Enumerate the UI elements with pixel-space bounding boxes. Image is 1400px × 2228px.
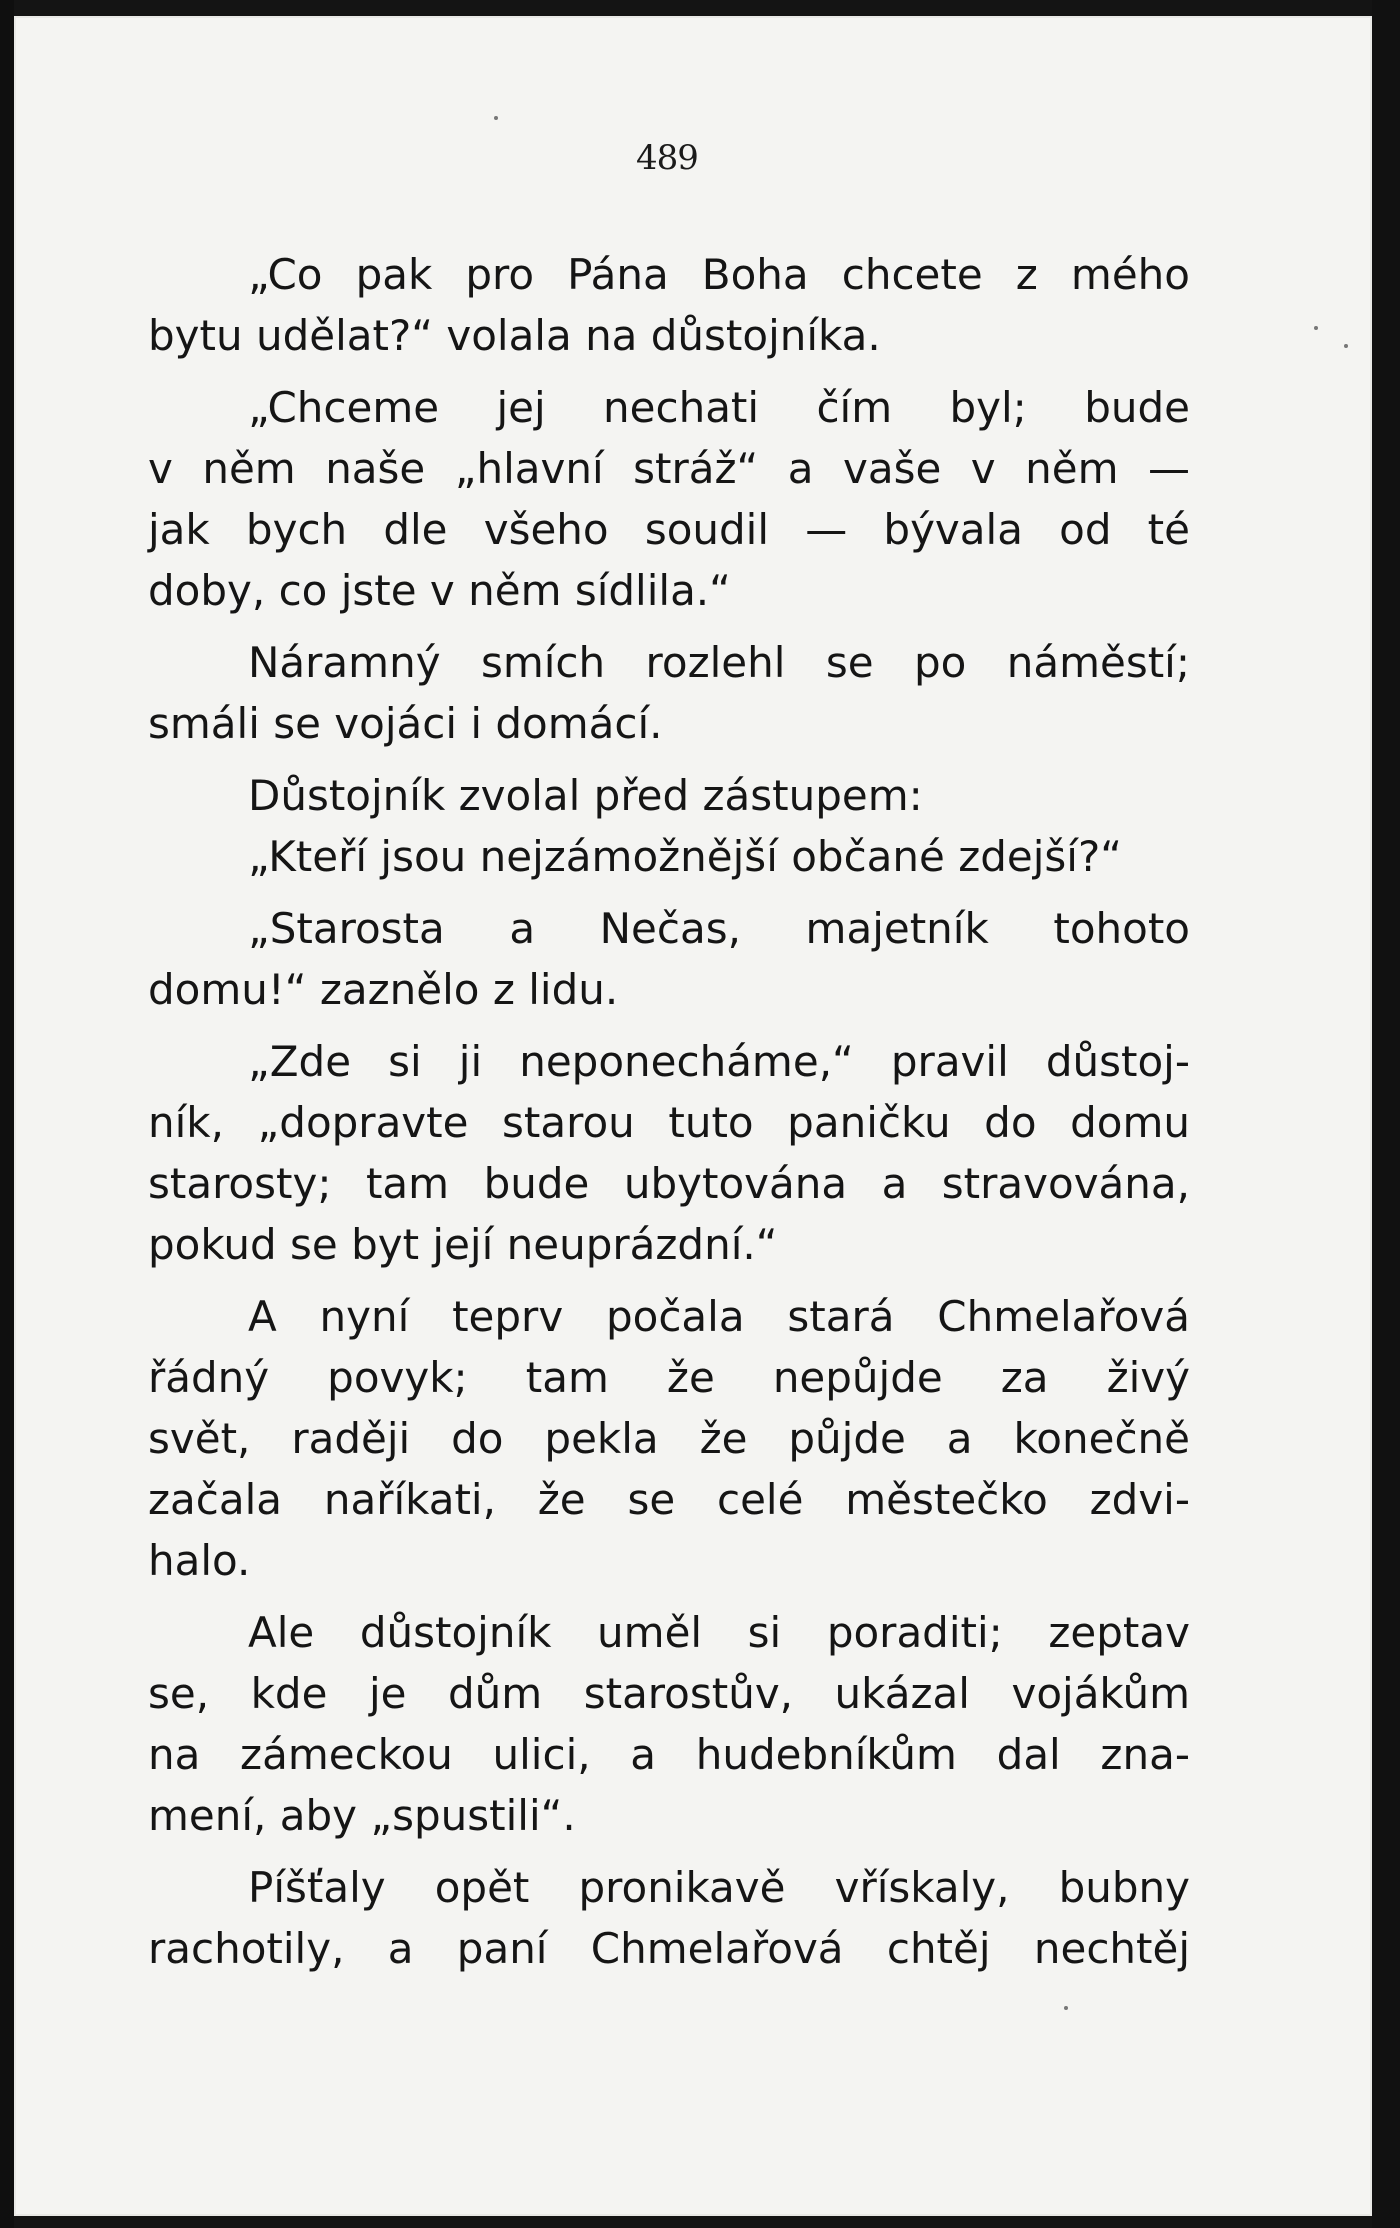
speck xyxy=(1064,2006,1068,2010)
text-line: starosty; tam bude ubytována a stravována, xyxy=(148,1159,1190,1208)
speck xyxy=(494,116,498,120)
paragraph-3 xyxy=(148,632,1190,754)
text-line: halo. xyxy=(148,1536,251,1585)
paragraph-9 xyxy=(148,1602,1190,1846)
text-line: svět, raději do pekla že půjde a konečně xyxy=(148,1414,1190,1463)
text-line: bytu udělat?“ volala na důstojníka. xyxy=(148,311,881,360)
text-line: smáli se vojáci i domácí. xyxy=(148,699,663,748)
text-line: „Co pak pro Pána Boha chcete z mého xyxy=(248,250,1190,299)
text-line: začala naříkati, že se celé městečko zdvi- xyxy=(148,1475,1190,1524)
text-line: na zámeckou ulici, a hudebníkům dal zna- xyxy=(148,1730,1190,1779)
speck xyxy=(1344,344,1348,348)
paragraph-10 xyxy=(148,1857,1190,1979)
text-line: A nyní teprv počala stará Chmelařová xyxy=(248,1292,1190,1341)
paragraph-2 xyxy=(148,377,1190,621)
page-number: 489 xyxy=(636,138,698,178)
right-page-edge xyxy=(1372,0,1400,2228)
text-line: Ale důstojník uměl si poraditi; zeptav xyxy=(248,1608,1190,1657)
text-line: se, kde je dům starostův, ukázal vojákům xyxy=(148,1669,1190,1718)
text-line: mení, aby „spustili“. xyxy=(148,1791,576,1840)
text-line: Píšťaly opět pronikavě vřískaly, bubny xyxy=(248,1863,1190,1912)
paragraph-4 xyxy=(148,765,1190,826)
left-page-shadow xyxy=(0,0,14,2228)
body-text xyxy=(148,244,1190,1979)
text-line: rachotily, a paní Chmelařová chtěj nechtěj xyxy=(148,1924,1190,1973)
text-line: „Chceme jej nechati čím byl; bude xyxy=(248,383,1190,432)
text-line: domu!“ zaznělo z lidu. xyxy=(148,965,619,1014)
text-line: „Kteří jsou nejzámožnější občané zdejší?“ xyxy=(248,832,1123,881)
text-line: Důstojník zvolal před zástupem: xyxy=(248,771,923,820)
text-line: v něm naše „hlavní stráž“ a vaše v něm — xyxy=(148,444,1190,493)
text-line: řádný povyk; tam že nepůjde za živý xyxy=(148,1353,1190,1402)
paragraph-5 xyxy=(148,826,1190,887)
paragraph-1 xyxy=(148,244,1190,366)
text-line: pokud se byt její neuprázdní.“ xyxy=(148,1220,778,1269)
paragraph-6 xyxy=(148,898,1190,1020)
text-line: ník, „dopravte starou tuto paničku do domu xyxy=(148,1098,1190,1147)
text-line: Náramný smích rozlehl se po náměstí; xyxy=(248,638,1190,687)
text-line: doby, co jste v něm sídlila.“ xyxy=(148,566,731,615)
speck xyxy=(1314,326,1318,330)
text-line: „Starosta a Nečas, majetník tohoto xyxy=(248,904,1190,953)
paragraph-8 xyxy=(148,1286,1190,1591)
text-line: jak bych dle všeho soudil — bývala od té xyxy=(148,505,1190,554)
text-line: „Zde si ji neponecháme,“ pravil důstoj- xyxy=(248,1037,1190,1086)
paragraph-7 xyxy=(148,1031,1190,1275)
